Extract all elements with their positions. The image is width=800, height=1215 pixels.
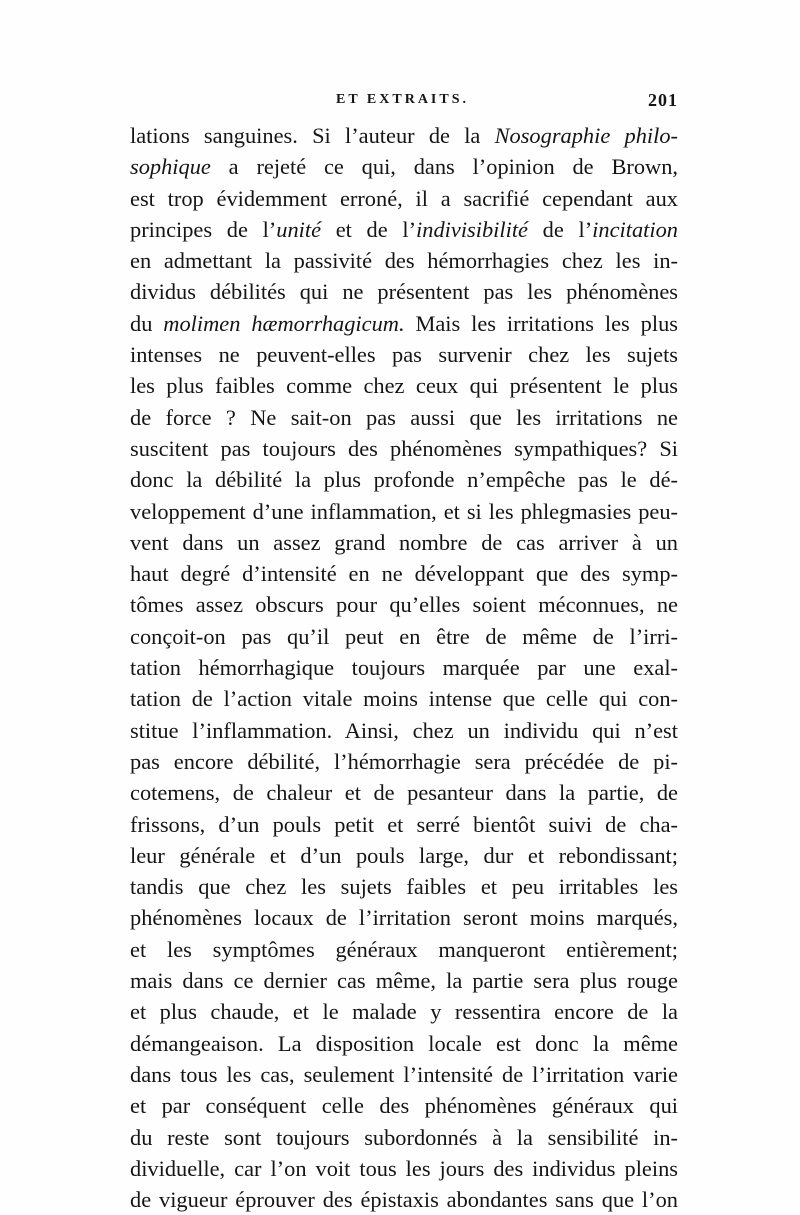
text-line (130, 902, 678, 933)
text-fragment: a rejeté ce qui, dans l’opinion de Brown, (210, 154, 678, 180)
text-fragment: et par conséquent celle des phénomènes généraux qui (130, 1093, 678, 1119)
text-fragment: dividuelle, car l’on voit tous les jours des individus pleins (130, 1155, 678, 1181)
text-line (130, 245, 678, 276)
text-line (130, 965, 678, 996)
text-line (130, 621, 678, 652)
text-line (130, 871, 678, 902)
text-fragment: est trop évidemment erroné, il a sacrifié cependant aux (130, 185, 678, 211)
text-fragment: les plus faibles comme chez ceux qui présentent le plus (130, 373, 678, 399)
text-fragment: haut degré d’intensité en ne développant que des symp- (130, 561, 678, 587)
running-head-title: ET EXTRAITS. (336, 92, 470, 107)
text-fragment: vent dans un assez grand nombre de cas arriver à un (130, 529, 678, 555)
text-line (130, 1090, 678, 1121)
text-line (130, 558, 678, 589)
text-fragment: du (130, 310, 164, 336)
text-line (130, 996, 678, 1027)
text-fragment: mais dans ce dernier cas même, la partie sera plus rouge (130, 968, 678, 994)
italic-text: indivisibilité (416, 216, 528, 242)
text-fragment: phénomènes locaux de l’irritation seront moins marqués, (130, 905, 678, 931)
text-line (130, 339, 678, 370)
text-fragment: du reste sont toujours subordonnés à la sensibilité in- (130, 1124, 678, 1150)
text-line (130, 840, 678, 871)
text-fragment: et de l’ (321, 216, 417, 242)
text-line (130, 809, 678, 840)
text-fragment: démangeaison. La disposition locale est donc la même (130, 1030, 678, 1056)
text-line (130, 746, 678, 777)
text-line (130, 652, 678, 683)
text-line (130, 683, 678, 714)
text-fragment: de force ? Ne sait-on pas aussi que les irritations ne (130, 404, 678, 430)
text-line (130, 1122, 678, 1153)
text-line (130, 934, 678, 965)
text-fragment: dans tous les cas, seulement l’intensité de l’irritation varie (130, 1061, 678, 1087)
text-line (130, 308, 678, 339)
italic-text: incitation (592, 216, 678, 242)
text-fragment: tandis que chez les sujets faibles et peu irritables les (130, 874, 678, 900)
text-fragment: tation de l’action vitale moins intense que celle qui con- (130, 686, 678, 712)
text-fragment: de vigueur éprouver des épistaxis abondantes sans que l’on (130, 1187, 678, 1213)
italic-text: unité (276, 216, 322, 242)
text-line (130, 433, 678, 464)
text-fragment: Mais les irritations les plus (404, 310, 678, 336)
text-line (130, 1184, 678, 1215)
text-fragment: dividus débilités qui ne présentent pas les phénomènes (130, 279, 678, 305)
text-fragment: et les symptômes généraux manqueront entièrement; (130, 936, 678, 962)
text-line (130, 183, 678, 214)
text-fragment: principes de l’ (130, 216, 277, 242)
text-fragment: stitue l’inflammation. Ainsi, chez un individu qui n’est (130, 717, 678, 743)
text-line (130, 527, 678, 558)
text-fragment: en admettant la passivité des hémorrhagies chez les in- (130, 248, 678, 274)
text-fragment: veloppement d’une inflammation, et si les phlegmasies peu- (130, 498, 678, 524)
text-fragment: donc la débilité la plus profonde n’empêche pas le dé- (130, 467, 678, 493)
italic-text: Nosographie philo- (494, 123, 679, 148)
text-line (130, 715, 678, 746)
text-fragment: leur générale et d’un pouls large, dur et rebondissant; (130, 842, 678, 868)
text-line (130, 1059, 678, 1090)
text-line (130, 214, 678, 245)
text-fragment: et plus chaude, et le malade y ressentira encore de la (130, 999, 678, 1025)
text-line (130, 464, 678, 495)
italic-text: molimen hæmorrhagicum. (163, 310, 405, 336)
text-fragment: tômes assez obscurs pour qu’elles soient méconnues, ne (130, 592, 678, 618)
running-head (128, 92, 678, 116)
text-line (130, 777, 678, 808)
text-fragment: pas encore débilité, l’hémorrhagie sera précédée de pi- (130, 748, 678, 774)
page-number: 201 (648, 90, 678, 110)
text-fragment: cotemens, de chaleur et de pesanteur dans la partie, de (130, 780, 678, 806)
text-fragment: de l’ (528, 216, 593, 242)
text-fragment: frissons, d’un pouls petit et serré bientôt suivi de cha- (130, 811, 678, 837)
text-line (130, 120, 678, 151)
text-fragment: tation hémorrhagique toujours marquée par une exal- (130, 655, 678, 681)
text-line (130, 402, 678, 433)
italic-text: sophique (130, 154, 211, 180)
text-fragment: suscitent pas toujours des phénomènes sympathiques? Si (130, 435, 678, 461)
text-line (130, 496, 678, 527)
body-text (130, 120, 678, 1215)
text-line (130, 370, 678, 401)
text-fragment: lations sanguines. Si l’auteur de la (130, 123, 495, 148)
text-line (130, 276, 678, 307)
text-line (130, 589, 678, 620)
text-line (130, 151, 678, 182)
text-fragment: intenses ne peuvent-elles pas survenir chez les sujets (130, 342, 678, 368)
text-fragment: conçoit-on pas qu’il peut en être de même de l’irri- (130, 623, 678, 649)
text-line (130, 1028, 678, 1059)
text-line (130, 1153, 678, 1184)
